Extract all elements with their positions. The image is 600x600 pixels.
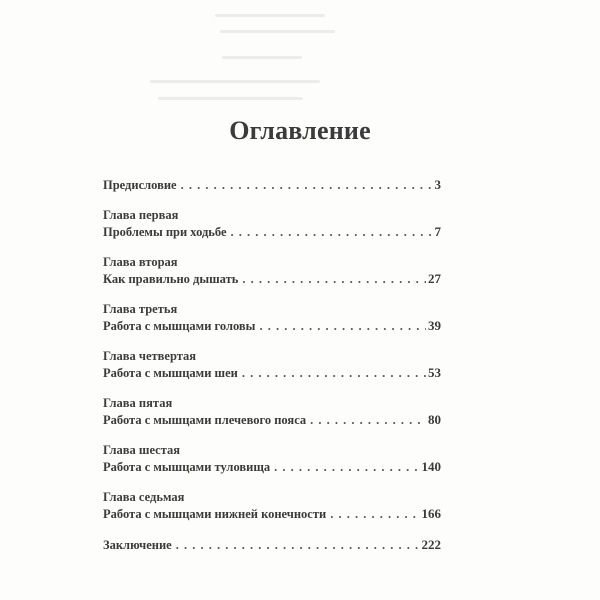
toc-entry-chapter-2[interactable] [103, 255, 441, 289]
toc-row[interactable] [103, 506, 441, 524]
bleed-line [222, 56, 302, 59]
page-title: Оглавление [229, 116, 371, 145]
toc-row[interactable] [103, 177, 441, 195]
entry-title: Предисловие [103, 178, 177, 192]
toc-entry-preface[interactable] [103, 177, 441, 195]
entry-title: Работа с мышцами туловища [103, 460, 271, 474]
toc-entry-chapter-5[interactable] [103, 396, 441, 430]
page-number: 80 [428, 412, 441, 427]
dot-leader [330, 506, 419, 522]
dot-leader [274, 459, 419, 475]
entry-title: Работа с мышцами шеи [103, 366, 238, 380]
toc-row[interactable] [103, 365, 441, 383]
entry-title: Работа с мышцами головы [103, 319, 256, 333]
toc-row[interactable] [103, 318, 441, 336]
chapter-label: Глава первая [103, 208, 179, 222]
dot-leader [176, 537, 420, 553]
chapter-label: Глава вторая [103, 255, 178, 269]
entry-title: Работа с мышцами плечевого пояса [103, 413, 307, 427]
dot-leader [242, 271, 426, 287]
bleed-line [220, 30, 335, 33]
toc-row[interactable] [103, 224, 441, 242]
dot-leader [231, 224, 433, 240]
toc-entry-chapter-6[interactable] [103, 443, 441, 477]
table-of-contents [103, 177, 441, 568]
chapter-label: Глава шестая [103, 443, 181, 457]
page-number: 39 [428, 318, 441, 333]
dot-leader [259, 318, 426, 334]
page-number: 27 [428, 271, 441, 286]
bleed-line [150, 80, 320, 83]
toc-row[interactable] [103, 537, 441, 555]
entry-title: Заключение [103, 538, 172, 552]
toc-entry-chapter-7[interactable] [103, 490, 441, 524]
toc-entry-chapter-4[interactable] [103, 349, 441, 383]
toc-row[interactable] [103, 412, 441, 430]
page-number: 3 [434, 177, 441, 192]
page-number: 7 [434, 224, 441, 239]
toc-entry-conclusion[interactable] [103, 537, 441, 555]
dot-leader [242, 365, 426, 381]
entry-title: Как правильно дышать [103, 272, 239, 286]
entry-title: Проблемы при ходьбе [103, 225, 227, 239]
chapter-label: Глава четвертая [103, 349, 197, 363]
toc-entry-chapter-3[interactable] [103, 302, 441, 336]
bleed-line [215, 14, 325, 17]
entry-title: Работа с мышцами нижней конечности [103, 507, 327, 521]
toc-row[interactable] [103, 271, 441, 289]
toc-row[interactable] [103, 459, 441, 477]
page-number: 53 [428, 365, 441, 380]
reverse-page-bleed-through [0, 0, 600, 130]
page-number: 140 [421, 459, 441, 474]
page-number: 166 [421, 506, 441, 521]
page-number: 222 [421, 537, 441, 552]
dot-leader [181, 177, 433, 193]
chapter-label: Глава третья [103, 302, 178, 316]
bleed-line [158, 97, 303, 100]
toc-entry-chapter-1[interactable] [103, 208, 441, 242]
dot-leader [310, 412, 426, 428]
chapter-label: Глава седьмая [103, 490, 185, 504]
chapter-label: Глава пятая [103, 396, 173, 410]
